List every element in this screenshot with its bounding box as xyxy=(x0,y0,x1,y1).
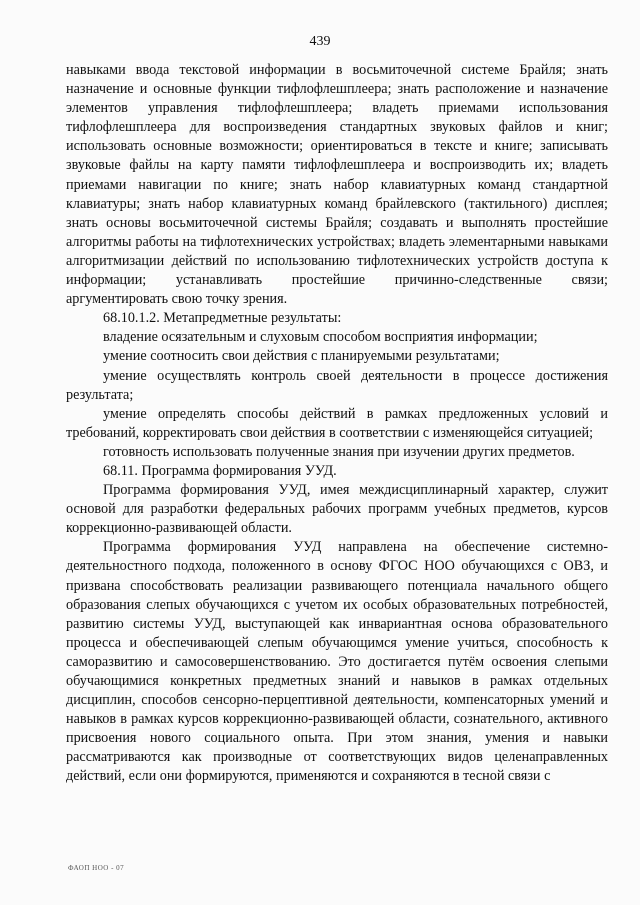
list-item: владение осязательным и слуховым способом восприятия информации; xyxy=(103,329,538,346)
paragraph-uud-purpose: Программа формирования УУД направлена на обеспечение системно-деятельностного подхода, положенного в основу ФГОС НОО обучающихся с ОВЗ, и призвана способствовать реализации развивающего потенциала начального общего образования слепых обучающихся с учетом их особых образовательных потребностей, развитию системы УУД, выступающей как инвариантная основа образовательного процесса и обеспечивающей слепым обучающимся умение учиться, способность к саморазвитию и самосовершенствованию. Это достигается путём освоения слепыми обучающимися конкретных предметных знаний и навыков в рамках отдельных дисциплин, способов сенсорно-перцептивной деятельности, компенсаторных умений и навыков в рамках курсов коррекционно-развивающей области, сознательного, активного присвоения нового социального опыта. При этом знания, умения и навыки рассматриваются как производные от соответствующих видов целенаправленных действий, если они формируются, применяются и сохраняются в тесной связи с xyxy=(66,539,608,785)
paragraph-skills-continued: навыками ввода текстовой информации в восьмиточечной системе Брайля; знать назначение и основные функции тифлофлешплеера; знать расположение и назначение элементов управления тифлофлешплеера; владеть приемами использования тифлофлешплеера для воспроизведения стандартных звуковых файлов и книг; использовать основные возможности; ориентироваться в тексте и книге; записывать звуковые файлы на карту памяти тифлофлешплеера и воспроизводить их; владеть приемами навигации по книге; знать набор клавиатурных команд стандартной клавиатуры; знать набор клавиатурных команд брайлевского (тактильного) дисплея; знать основы восьмиточечной системы Брайля; создавать и выполнять простейшие алгоритмы работы на тифлотехнических устройствах; владеть элементарными навыками алгоритмизации действий по использованию тифлотехнических устройств доступа к информации; устанавливать простейшие причинно-следственные связи; аргументировать свою точку зрения. xyxy=(66,62,608,308)
list-item: умение осуществлять контроль своей деятельности в процессе достижения результата; xyxy=(66,367,608,403)
list-item: готовность использовать полученные знания при изучении других предметов. xyxy=(103,443,575,460)
list-item: умение определять способы действий в рамках предложенных условий и требований, корректировать свои действия в соответствии с изменяющейся ситуацией; xyxy=(66,405,608,441)
page-body xyxy=(66,61,608,787)
page-number: 439 xyxy=(309,34,331,49)
section-heading-metasubject: 68.10.1.2. Метапредметные результаты: xyxy=(103,310,342,327)
list-item: умение соотносить свои действия с планируемыми результатами; xyxy=(103,348,500,365)
footer-stamp: ФАОП НОО - 07 xyxy=(68,864,125,872)
paragraph-uud-intro: Программа формирования УУД, имея междисциплинарный характер, служит основой для разработки федеральных рабочих программ учебных предметов, курсов коррекционно-развивающей области. xyxy=(66,482,608,537)
section-heading-uud: 68.11. Программа формирования УУД. xyxy=(103,462,337,479)
